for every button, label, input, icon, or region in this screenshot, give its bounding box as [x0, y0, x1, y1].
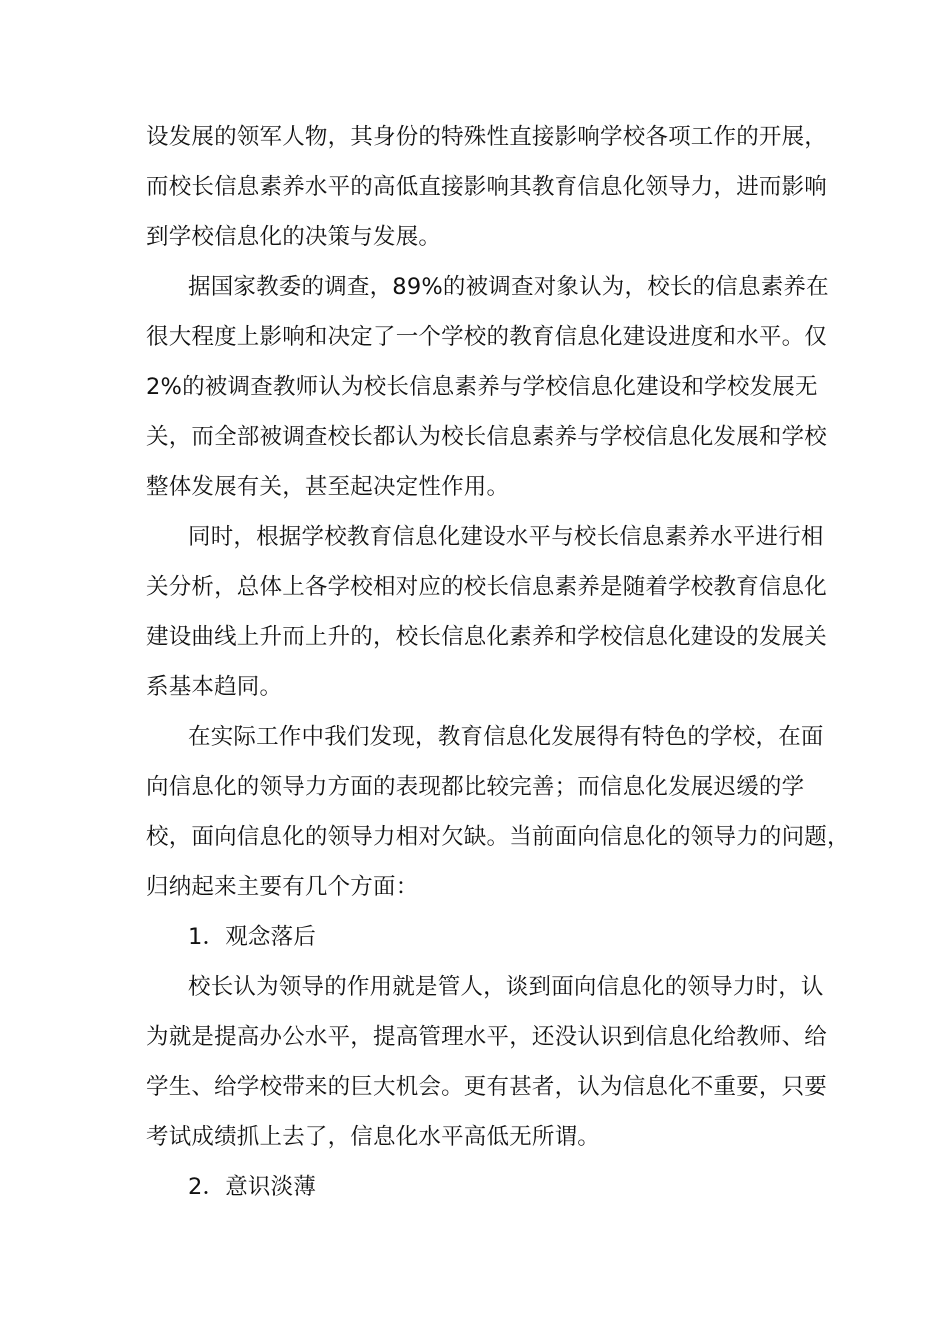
paragraph-line: 校，面向信息化的领导力相对欠缺。当前面向信息化的领导力的问题， — [146, 824, 850, 850]
paragraph-line: 归纳起来主要有几个方面： — [146, 874, 419, 900]
paragraph-p3 — [146, 512, 826, 712]
paragraph-line: 同时，根据学校教育信息化建设水平与校长信息素养水平进行相 — [188, 524, 824, 550]
paragraph-p4 — [146, 712, 850, 912]
document-body — [146, 112, 850, 1212]
paragraph-line: 建设曲线上升而上升的，校长信息化素养和学校信息化建设的发展关 — [146, 624, 828, 650]
paragraph-line: 而校长信息素养水平的高低直接影响其教育信息化领导力，进而影响 — [146, 174, 828, 200]
heading-line: 1．观念落后 — [188, 924, 317, 950]
paragraph-line: 据国家教委的调查，89%的被调查对象认为，校长的信息素养在 — [188, 274, 829, 300]
paragraph-line: 考试成绩抓上去了，信息化水平高低无所谓。 — [146, 1124, 601, 1150]
paragraph-line: 设发展的领军人物，其身份的特殊性直接影响学校各项工作的开展， — [146, 124, 828, 150]
paragraph-line: 很大程度上影响和决定了一个学校的教育信息化建设进度和水平。仅 — [146, 324, 828, 350]
paragraph-line: 整体发展有关，甚至起决定性作用。 — [146, 474, 510, 500]
paragraph-line: 为就是提高办公水平，提高管理水平，还没认识到信息化给教师、给 — [146, 1024, 828, 1050]
paragraph-line: 向信息化的领导力方面的表现都比较完善；而信息化发展迟缓的学 — [146, 774, 805, 800]
paragraph-line: 2%的被调查教师认为校长信息素养与学校信息化建设和学校发展无 — [146, 374, 818, 400]
paragraph-p5 — [146, 962, 826, 1162]
paragraph-line: 关，而全部被调查校长都认为校长信息素养与学校信息化发展和学校 — [146, 424, 828, 450]
paragraph-p1 — [146, 112, 826, 262]
heading-line: 2．意识淡薄 — [188, 1174, 317, 1200]
paragraph-p2 — [146, 262, 829, 512]
paragraph-line: 校长认为领导的作用就是管人，谈到面向信息化的领导力时，认 — [188, 974, 824, 1000]
paragraph-line: 在实际工作中我们发现，教育信息化发展得有特色的学校，在面 — [188, 724, 824, 750]
paragraph-line: 到学校信息化的决策与发展。 — [146, 224, 442, 250]
section-heading-1 — [146, 912, 826, 962]
paragraph-line: 关分析，总体上各学校相对应的校长信息素养是随着学校教育信息化 — [146, 574, 828, 600]
paragraph-line: 学生、给学校带来的巨大机会。更有甚者，认为信息化不重要，只要 — [146, 1074, 828, 1100]
section-heading-2 — [146, 1162, 826, 1212]
paragraph-line: 系基本趋同。 — [146, 674, 283, 700]
